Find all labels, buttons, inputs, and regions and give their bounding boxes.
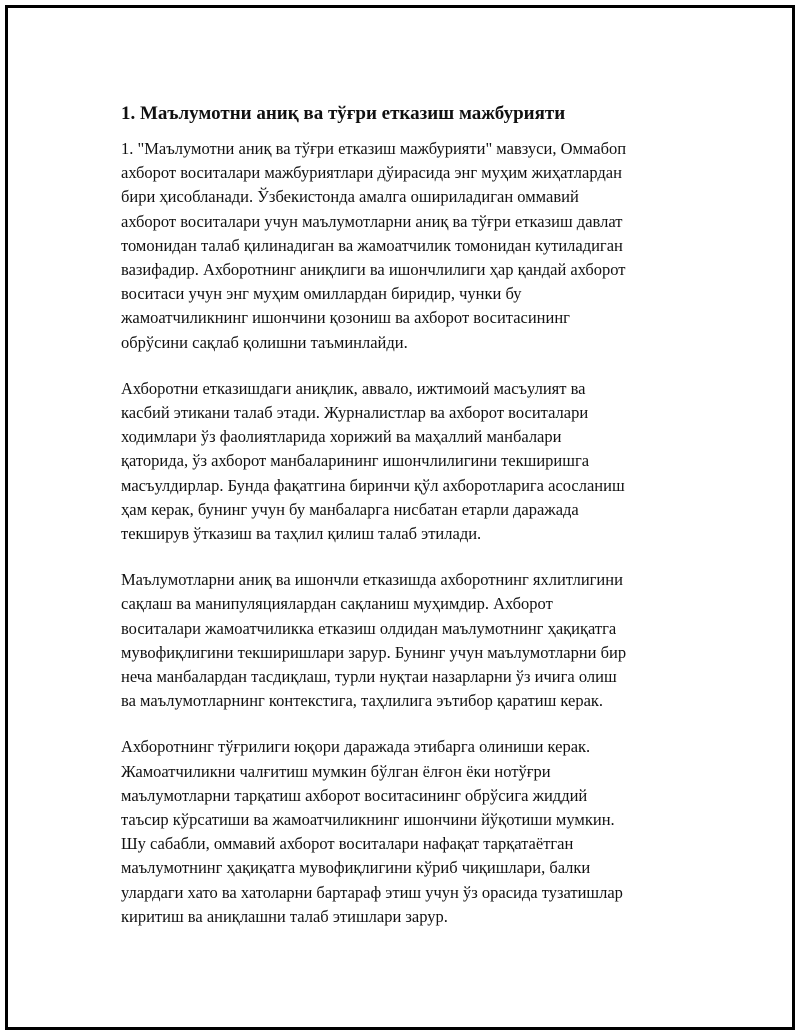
- text-line: ҳам керак, бунинг учун бу манбаларга нисбатан етарли даражада: [121, 499, 579, 519]
- paragraph-1: [121, 137, 701, 355]
- text-line: Жамоатчиликни чалғитиш мумкин бўлган ёлғон ёки нотўғри: [121, 761, 551, 781]
- text-line: маълумотнинг ҳақиқатга мувофиқлигини кўриб чиқишлари, балки: [121, 858, 591, 878]
- paragraph-4: [121, 735, 701, 929]
- text-line: ва маълумотларнинг контекстига, таҳлилига эътибор қаратиш керак.: [121, 691, 604, 711]
- text-line: жамоатчиликнинг ишончини қозониш ва ахборот воситасининг: [121, 308, 570, 328]
- paragraph-3: [121, 568, 701, 713]
- text-line: сақлаш ва манипуляциялардан сақланиш муҳимдир. Ахборот: [121, 594, 553, 614]
- text-line: маълумотларни тарқатиш ахборот воситасининг обрўсига жиддий: [121, 785, 588, 805]
- text-line: мувофиқлигини текширишлари зарур. Бунинг учун маълумотларни бир: [121, 642, 627, 662]
- text-line: Ахборотни етказишдаги аниқлик, аввало, ижтимоий масъулият ва: [121, 378, 586, 398]
- text-line: таъсир кўрсатиши ва жамоатчиликнинг ишончини йўқотиши мумкин.: [121, 810, 615, 830]
- text-line: воситалари жамоатчиликка етказиш олдидан маълумотнинг ҳақиқатга: [121, 618, 617, 638]
- page-title: 1. Маълумотни аниқ ва тўғри етказиш мажбурияти: [121, 103, 566, 124]
- text-line: 1. "Маълумотни аниқ ва тўғри етказиш мажбурияти" мавзуси, Оммабоп: [121, 139, 627, 158]
- text-line: неча манбалардан тасдиқлаш, турли нуқтаи назарларни ўз ичига олиш: [121, 667, 617, 687]
- text-line: қаторида, ўз ахборот манбаларининг ишончлилигини текширишга: [121, 451, 590, 471]
- text-line: воситаси учун энг муҳим омиллардан биридир, чунки бу: [121, 284, 522, 304]
- text-line: Маълумотларни аниқ ва ишончли етказишда ахборотнинг яхлитлигини: [121, 570, 623, 590]
- text-line: обрўсини сақлаб қолишни таъминлайди.: [121, 332, 408, 352]
- text-line: масъулдирлар. Бунда фақатгина биринчи қўл ахборотларига асосланиш: [121, 475, 625, 495]
- page-frame: [5, 5, 795, 1030]
- text-line: касбий этикани талаб этади. Журналистлар ва ахборот воситалари: [121, 403, 589, 423]
- text-line: Шу сабабли, оммавий ахборот воситалари нафақат тарқатаётган: [121, 834, 574, 854]
- paragraph-2: [121, 377, 701, 546]
- text-line: текширув ўтказиш ва таҳлил қилиш талаб этилади.: [121, 524, 482, 544]
- text-line: ахборот воситалари мажбуриятлари дўирасида энг муҳим жиҳатлардан: [121, 163, 622, 183]
- text-line: Ахборотнинг тўғрилиги юқори даражада этибарга олиниши керак.: [121, 737, 591, 757]
- text-line: улардаги хато ва хатоларни бартараф этиш учун ўз орасида тузатишлар: [121, 882, 623, 902]
- text-line: бири ҳисобланади. Ўзбекистонда амалга ошириладиган оммавий: [121, 187, 579, 207]
- text-line: вазифадир. Ахборотнинг аниқлиги ва ишончлилиги ҳар қандай ахборот: [121, 260, 626, 280]
- text-line: киритиш ва аниқлашни талаб этишлари зарур.: [121, 906, 448, 926]
- document-body: [121, 100, 701, 951]
- text-line: ахборот воситалари учун маълумотларни аниқ ва тўғри етказиш давлат: [121, 211, 623, 231]
- text-line: томонидан талаб қилинадиган ва жамоатчилик томонидан кутиладиган: [121, 235, 623, 255]
- text-line: ходимлари ўз фаолиятларида хорижий ва маҳаллий манбалари: [121, 427, 562, 447]
